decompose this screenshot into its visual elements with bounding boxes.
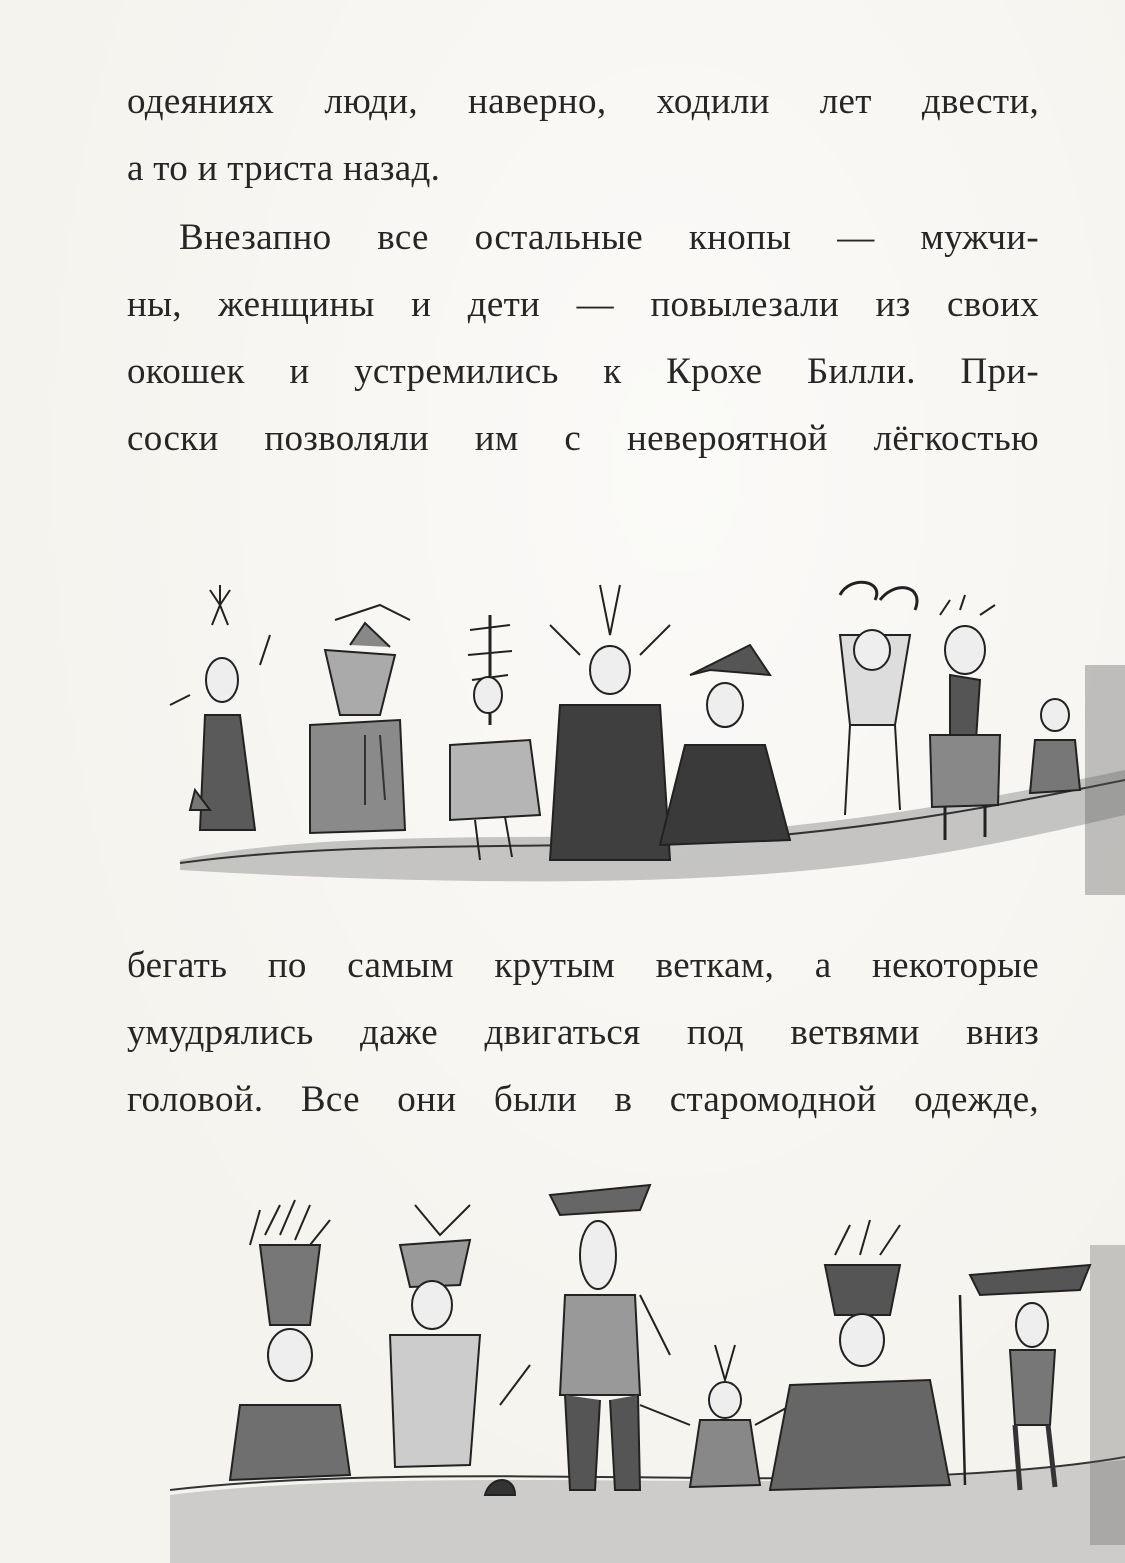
- text-line: а то и триста назад.: [127, 148, 441, 189]
- figure-8: [1030, 699, 1080, 793]
- figure-a: [230, 1200, 350, 1480]
- text-line: соски позволяли им с невероятной лёгкостью: [127, 418, 1039, 459]
- figure-5: [660, 645, 790, 845]
- figure-b: [390, 1205, 515, 1495]
- figure-7: [930, 595, 1000, 840]
- paragraph-main: [127, 204, 1039, 472]
- figure-3: [450, 615, 540, 860]
- figure-1: [170, 585, 270, 830]
- figure-f: [970, 1265, 1090, 1490]
- figure-4: [550, 585, 670, 860]
- text-line: бегать по самым крутым веткам, а некоторые: [127, 945, 1039, 986]
- illustration-figures-row-1: [150, 575, 1125, 900]
- illustration-figures-row-2: [170, 1165, 1125, 1563]
- text-line: умудрялись даже двигаться под ветвями вниз: [127, 1012, 1039, 1053]
- figure-2: [310, 605, 410, 833]
- text-line: ны, женщины и дети — повылезали из своих: [127, 284, 1039, 325]
- figure-6: [840, 582, 917, 815]
- paragraph-continuation: [127, 68, 1039, 202]
- text-line: Внезапно все остальные кнопы — мужчи-: [179, 217, 1039, 258]
- text-line: одеяниях люди, наверно, ходили лет двести,: [127, 81, 1039, 122]
- figure-c: [500, 1185, 670, 1490]
- text-line: головой. Все они были в старомодной одежде,: [127, 1079, 1039, 1120]
- text-line: окошек и устремились к Крохе Билли. При-: [127, 351, 1039, 392]
- paragraph-continuation-2: [127, 932, 1039, 1133]
- figure-e: [770, 1220, 965, 1490]
